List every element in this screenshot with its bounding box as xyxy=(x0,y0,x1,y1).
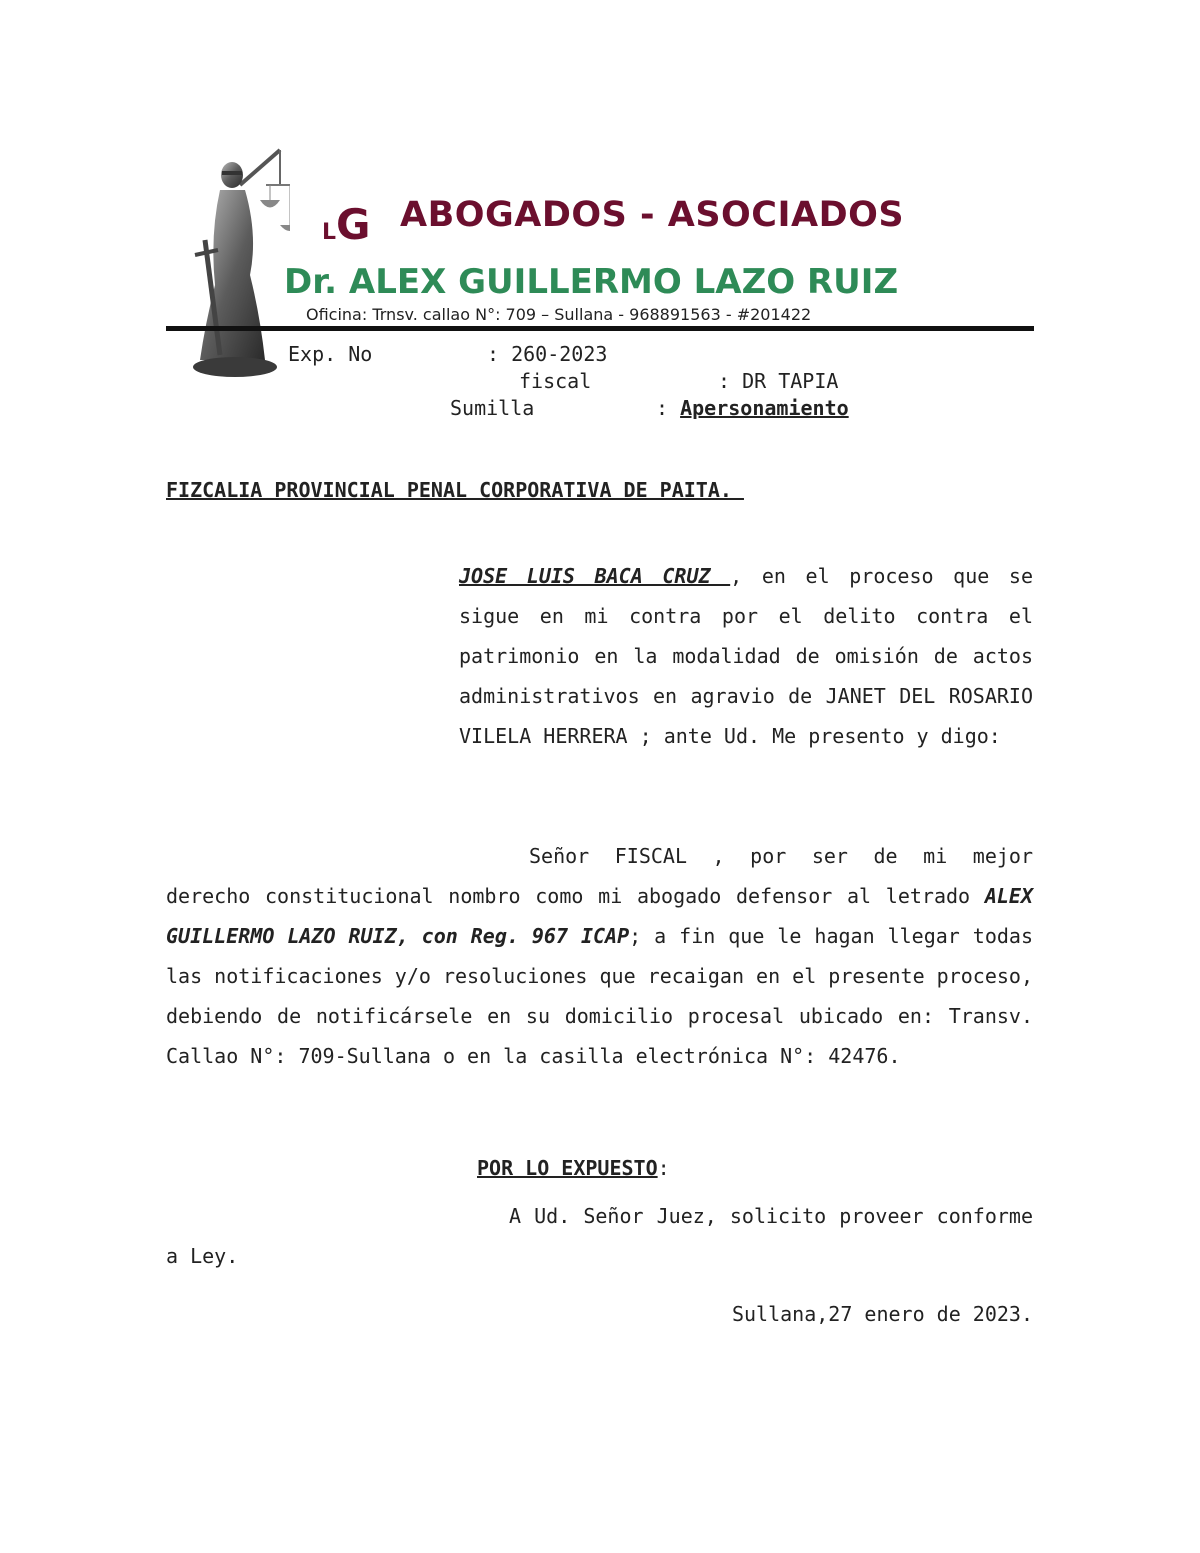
lady-justice-statue-icon xyxy=(180,145,290,380)
closing-heading-text: POR LO EXPUESTO xyxy=(477,1156,658,1180)
lawyer-name: Dr. ALEX GUILLERMO LAZO RUIZ xyxy=(284,262,899,302)
firm-logo-small: L xyxy=(322,220,337,245)
exp-value: : 260-2023 xyxy=(487,342,608,366)
firm-name: ABOGADOS - ASOCIADOS xyxy=(400,195,905,235)
body-text-2: ; a fin que le hagan llegar todas las notificaciones y/o resoluciones que recaigan en el presente proceso, debiendo de notificársele en su domicilio procesal ubicado en: Transv. Callao N°: 709-Sullana o en la casilla electrónica N°: 42476. xyxy=(166,924,1033,1068)
court-heading: FIZCALIA PROVINCIAL PENAL CORPORATIVA DE PAITA. xyxy=(166,478,744,502)
closing-heading-colon: : xyxy=(657,1156,670,1180)
petition-paragraph: A Ud. Señor Juez, solicito proveer conforme a Ley. xyxy=(166,1204,1033,1268)
defendant-name: JOSE LUIS BACA CRUZ xyxy=(459,564,731,588)
sumilla-field xyxy=(656,396,849,420)
exp-label: Exp. No xyxy=(288,342,373,366)
sumilla-label: Sumilla xyxy=(450,396,535,420)
body-paragraph xyxy=(166,836,1033,1076)
fiscal-value: : DR TAPIA xyxy=(718,369,839,393)
fiscal-label: fiscal xyxy=(519,369,592,393)
intro-paragraph xyxy=(459,556,1033,756)
firm-logo xyxy=(322,200,371,249)
header-divider xyxy=(166,326,1034,331)
firm-logo-big: G xyxy=(336,200,371,249)
closing-heading xyxy=(477,1156,670,1180)
body-text-1: Señor FISCAL , por ser de mi mejor derecho constitucional nombro como mi abogado defensor al letrado xyxy=(166,844,1033,908)
document-date: Sullana,27 enero de 2023. xyxy=(731,1302,1033,1326)
sumilla-separator: : xyxy=(656,396,681,420)
appointed-lawyer: ALEX GUILLERMO LAZO RUIZ, con Reg. 967 ICAP xyxy=(166,884,1033,948)
sumilla-value: Apersonamiento xyxy=(680,396,849,420)
intro-text: , en el proceso que se sigue en mi contra por el delito contra el patrimonio en la modalidad de omisión de actos administrativos en agravio de JANET DEL ROSARIO VILELA HERRERA ; ante Ud. Me presento y digo: xyxy=(459,564,1033,748)
office-line: Oficina: Trnsv. callao N°: 709 – Sullana - 968891563 - #201422 xyxy=(306,305,812,324)
